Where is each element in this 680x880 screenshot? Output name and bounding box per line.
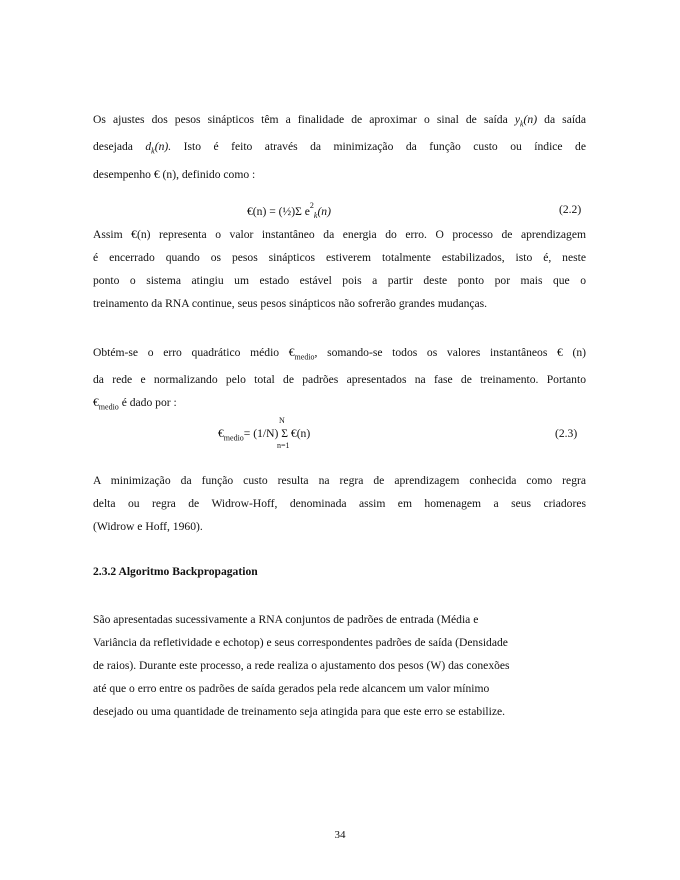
paragraph-synaptic-weights	[93, 108, 586, 186]
text-line: A minimização da função custo resulta na regra de aprendizagem conhecida como regra	[93, 474, 586, 487]
paragraph-mean-squared-error	[93, 341, 586, 419]
equation-2-2: €(n) = (½)Σ $e^2_k(n)$	[247, 201, 331, 221]
text-line: desempenho € (n), definido como :	[93, 167, 256, 181]
text-line: São apresentadas sucessivamente a RNA conjuntos de padrões de entrada (Média e	[93, 613, 479, 626]
page-number: 34	[334, 829, 346, 841]
text-line: ponto o sistema atingiu um estado estável pois a partir deste ponto por mais que o	[93, 274, 586, 287]
text-line: Variância da refletividade e echotop) e seus correspondentes padrões de saída (Densidade	[93, 636, 508, 649]
text-line: Obtém-se o erro quadrático médio $€_{medio}$, somando-se todos os valores instantâneos € (n)	[93, 346, 586, 362]
sum-upper-limit: N	[279, 416, 285, 425]
paragraph-energy	[93, 223, 586, 315]
paragraph-delta-rule	[93, 469, 586, 538]
text-line: de raios). Durante este processo, a rede realiza o ajustamento dos pesos (W) das conexões	[93, 659, 510, 672]
text-line: treinamento da RNA continue, seus pesos sinápticos não sofrerão grandes mudanças.	[93, 297, 488, 310]
text-line: $€_{medio}$ é dado por :	[93, 396, 177, 412]
text-line: delta ou regra de Widrow-Hoff, denominada assim em homenagem a seus criadores	[93, 497, 586, 510]
section-heading: 2.3.2 Algoritmo Backpropagation	[93, 565, 258, 578]
equation-number-2-2: (2.2)	[559, 203, 582, 216]
paragraph-backpropagation	[93, 608, 583, 723]
equation-number-2-3: (2.3)	[555, 427, 578, 440]
text-line: desejada $d_k(n)$. Isto é feito através da minimização da função custo ou índice de	[93, 140, 586, 156]
text-line: até que o erro entre os padrões de saída gerados pela rede alcancem um valor mínimo	[93, 682, 490, 695]
text-line: Os ajustes dos pesos sinápticos têm a finalidade de aproximar o sinal de saída $y_k(n)$ da saída	[93, 113, 586, 129]
sum-lower-limit: n=1	[277, 441, 290, 450]
equation-2-3: $€_{medio}= (1/N)$ Σ €(n)	[218, 427, 311, 443]
text-line: Assim €(n) representa o valor instantâneo da energia do erro. O processo de aprendizagem	[93, 228, 586, 241]
text-line: (Widrow e Hoff, 1960).	[93, 520, 203, 533]
text-line: desejado ou uma quantidade de treinamento seja atingida para que este erro se estabilize.	[93, 705, 506, 718]
text-line: é encerrado quando os pesos sinápticos estiverem totalmente estabilizados, isto é, neste	[93, 251, 586, 264]
text-line: da rede e normalizando pelo total de padrões apresentados na fase de treinamento. Portanto	[93, 373, 586, 387]
